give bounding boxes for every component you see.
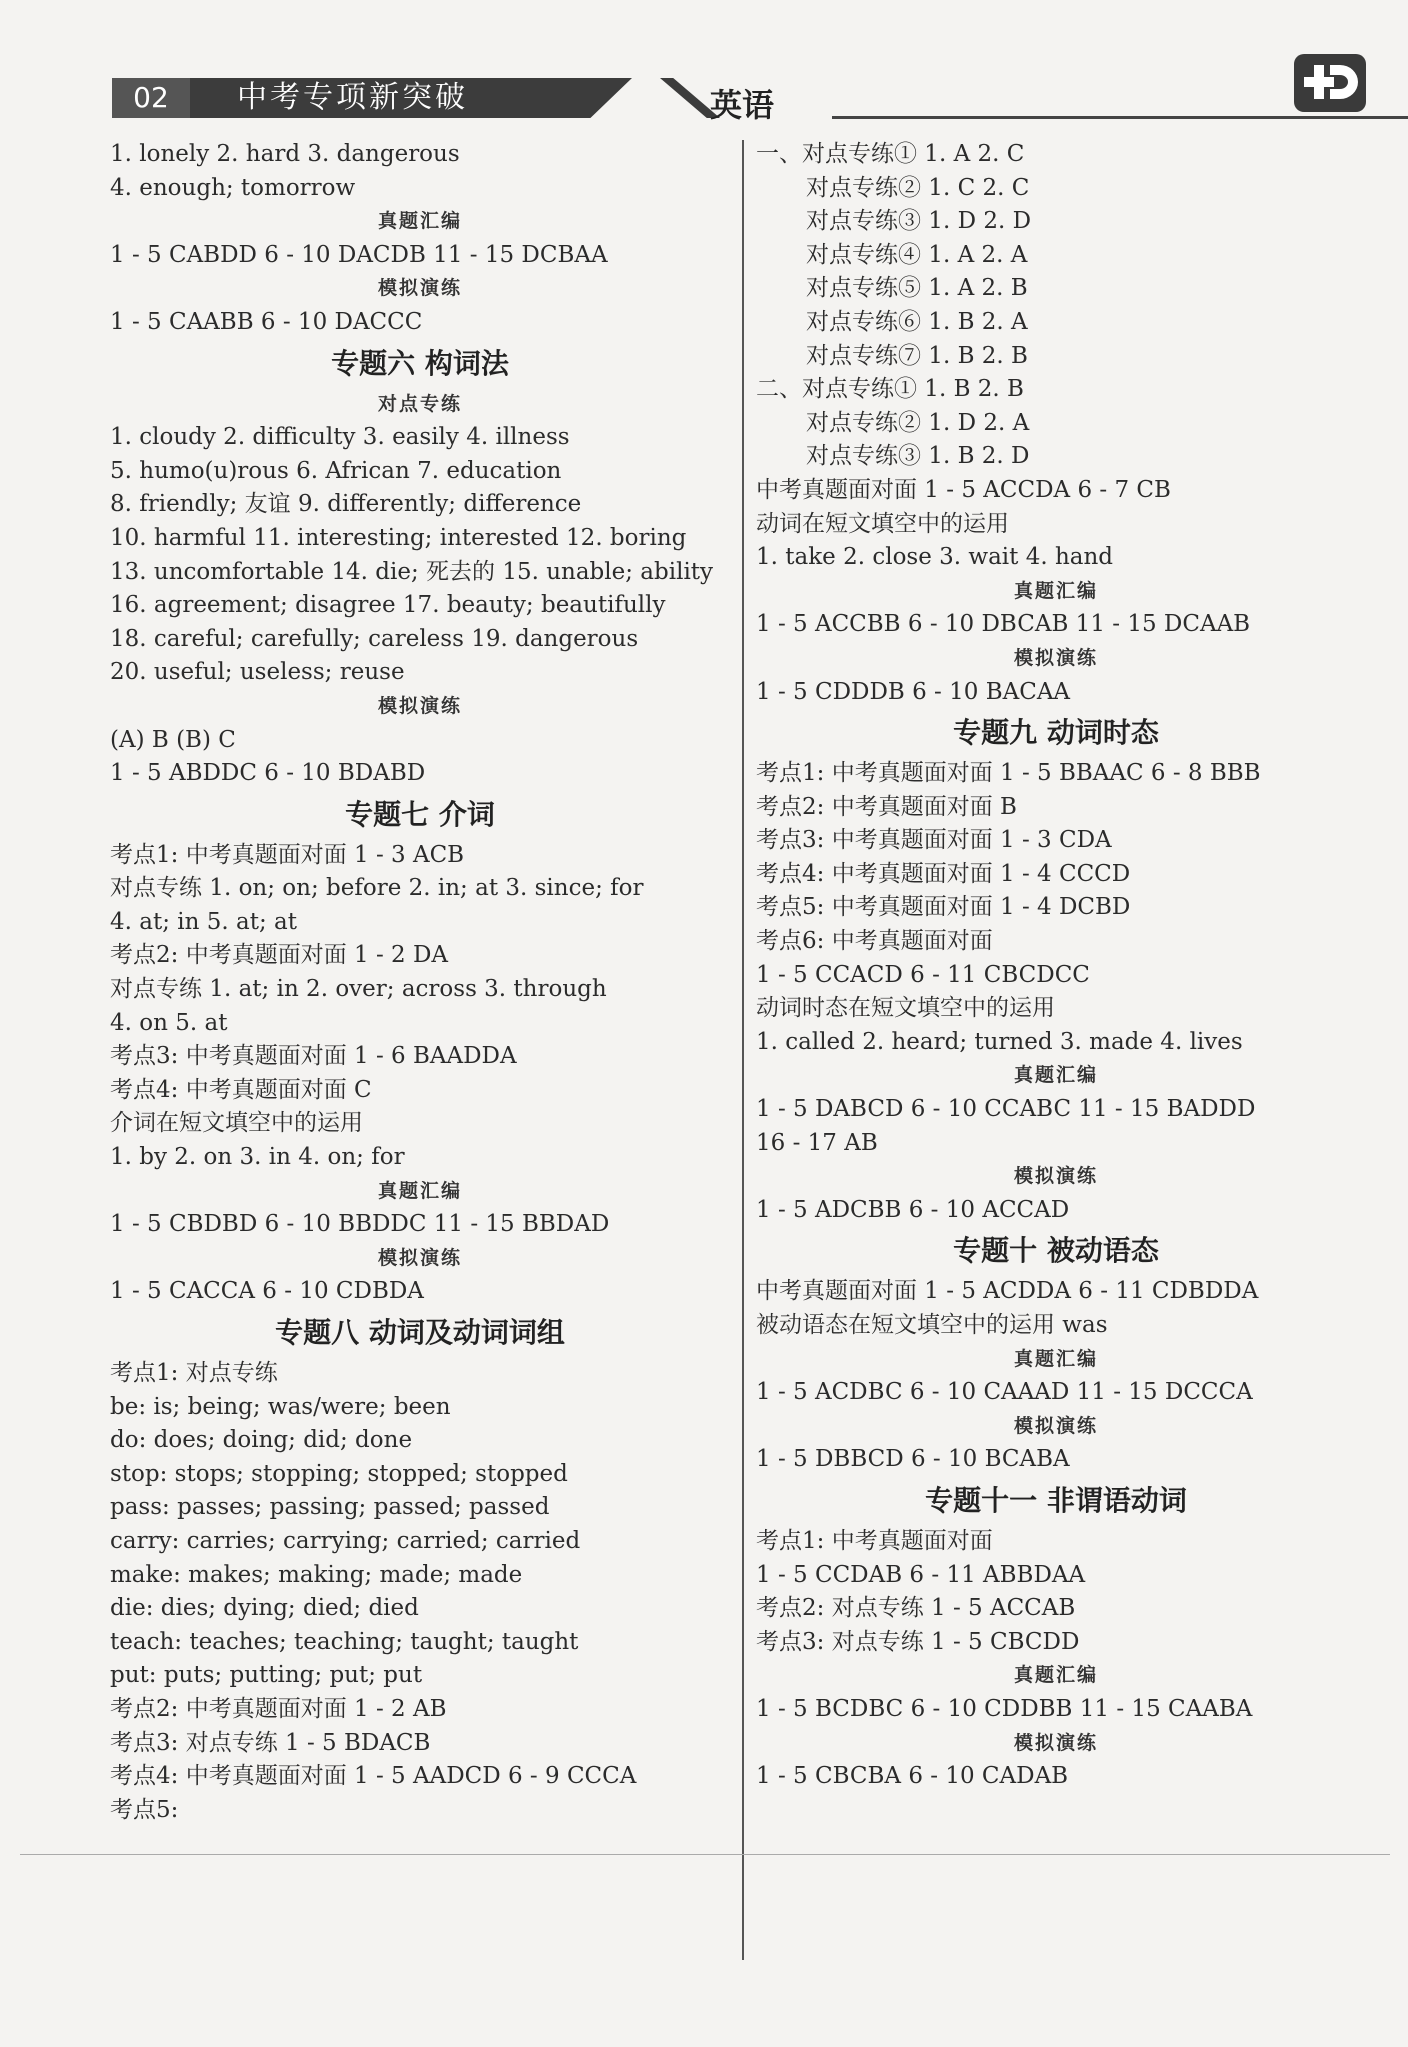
answer-line: 被动语态在短文填空中的运用 was — [756, 1312, 1108, 1338]
answer-line: 一、对点专练① 1. A 2. C — [756, 141, 1025, 167]
answer-line: 考点4: 中考真题面对面 1 - 5 AADCD 6 - 9 CCCA — [110, 1763, 637, 1790]
answer-line: 考点2: 中考真题面对面 1 - 2 AB — [110, 1695, 447, 1722]
answer-line: 4. enough; tomorrow — [110, 174, 356, 201]
answer-line: 1 - 5 DBBCD 6 - 10 BCABA — [756, 1446, 1070, 1473]
answer-line: 考点5: — [110, 1796, 179, 1823]
answer-line: 考点4: 中考真题面对面 C — [110, 1076, 372, 1103]
answer-line: do: does; doing; did; done — [110, 1427, 413, 1454]
topic-title: 专题七 介词 — [345, 797, 495, 831]
answer-line: 考点1: 中考真题面对面 — [756, 1527, 993, 1554]
answer-line: 8. friendly; 友谊 9. differently; difference — [110, 491, 582, 518]
answer-line: put: puts; putting; put; put — [110, 1662, 423, 1689]
answer-line: 对点专练② 1. D 2. A — [806, 409, 1030, 436]
answer-line: 考点6: 中考真题面对面 — [756, 928, 993, 955]
answer-line: 1 - 5 ACDBC 6 - 10 CAAAD 11 - 15 DCCCA — [756, 1379, 1253, 1406]
section-label: 对点专练 — [377, 392, 462, 415]
answer-line: 考点5: 中考真题面对面 1 - 4 DCBD — [756, 894, 1131, 921]
answer-line: carry: carries; carrying; carried; carried — [110, 1527, 581, 1554]
topic-title: 专题六 构词法 — [331, 346, 509, 380]
answer-line: 16 - 17 AB — [756, 1129, 878, 1156]
answer-line: 1 - 5 ACCBB 6 - 10 DBCAB 11 - 15 DCAAB — [756, 611, 1251, 638]
section-label: 模拟演练 — [377, 1246, 462, 1269]
answer-line: 对点专练 1. at; in 2. over; across 3. through — [110, 976, 607, 1003]
answer-line: 对点专练② 1. C 2. C — [806, 174, 1030, 201]
answer-line: 1 - 5 CCDAB 6 - 11 ABBDAA — [756, 1561, 1086, 1588]
answer-line: 1 - 5 CBCBA 6 - 10 CADAB — [756, 1763, 1069, 1790]
answer-line: 16. agreement; disagree 17. beauty; beautifully — [110, 592, 666, 619]
answer-line: 考点3: 中考真题面对面 1 - 3 CDA — [756, 827, 1112, 854]
answer-line: 1 - 5 ADCBB 6 - 10 ACCAD — [756, 1196, 1070, 1223]
answer-line: 13. uncomfortable 14. die; 死去的 15. unable; ability — [110, 558, 714, 585]
answer-line: 1 - 5 BCDBC 6 - 10 CDDBB 11 - 15 CAABA — [756, 1695, 1253, 1722]
subject-label: 英语 — [709, 86, 774, 124]
answer-line: 对点专练④ 1. A 2. A — [806, 241, 1028, 268]
answer-line: 1 - 5 CDDDB 6 - 10 BACAA — [756, 678, 1071, 705]
section-label: 真题汇编 — [377, 210, 462, 233]
section-label: 真题汇编 — [1013, 1347, 1098, 1370]
left-column — [110, 138, 730, 1827]
answer-line: be: is; being; was/were; been — [110, 1393, 451, 1420]
answer-line: 中考真题面对面 1 - 5 ACDDA 6 - 11 CDBDDA — [756, 1278, 1259, 1305]
section-label: 真题汇编 — [1013, 1064, 1098, 1087]
answer-line: 1 - 5 ABDDC 6 - 10 BDABD — [110, 760, 426, 787]
section-label: 模拟演练 — [1013, 646, 1098, 669]
answer-line: 18. careful; carefully; careless 19. dangerous — [110, 625, 639, 652]
answer-line: 考点3: 中考真题面对面 1 - 6 BAADDA — [110, 1043, 517, 1070]
answer-line: 1. cloudy 2. difficulty 3. easily 4. illness — [110, 424, 570, 451]
answer-line: 介词在短文填空中的运用 — [110, 1110, 363, 1137]
answer-line: 1 - 5 CCACD 6 - 11 CBCDCC — [756, 961, 1090, 988]
answer-line: 1. by 2. on 3. in 4. on; for — [110, 1144, 405, 1171]
answer-line: 对点专练⑤ 1. A 2. B — [806, 275, 1028, 302]
answer-line: 1 - 5 CBDBD 6 - 10 BBDDC 11 - 15 BBDAD — [110, 1211, 610, 1238]
answer-line: 考点2: 对点专练 1 - 5 ACCAB — [756, 1595, 1076, 1622]
section-label: 模拟演练 — [1013, 1165, 1098, 1188]
section-label: 模拟演练 — [377, 277, 462, 300]
right-column — [756, 138, 1356, 1794]
book-title: 中考专项新突破 — [237, 80, 468, 115]
answer-line: 20. useful; useless; reuse — [110, 659, 405, 686]
topic-title: 专题八 动词及动词词组 — [275, 1316, 565, 1349]
answer-line: 动词时态在短文填空中的运用 — [756, 995, 1055, 1022]
answer-line: 1. take 2. close 3. wait 4. hand — [756, 544, 1114, 571]
section-label: 真题汇编 — [1013, 1664, 1098, 1687]
section-label: 模拟演练 — [1013, 1414, 1098, 1437]
answer-line: 1 - 5 DABCD 6 - 10 CCABC 11 - 15 BADDD — [756, 1096, 1256, 1123]
topic-title: 专题九 动词时态 — [953, 716, 1159, 750]
answer-line: 对点专练⑦ 1. B 2. B — [806, 342, 1028, 369]
section-label: 模拟演练 — [1013, 1731, 1098, 1754]
answer-line: 1 - 5 CACCA 6 - 10 CDBDA — [110, 1278, 424, 1305]
topic-title: 专题十一 非谓语动词 — [925, 1483, 1187, 1517]
answer-line: 4. on 5. at — [110, 1009, 228, 1036]
scan-fold-line — [20, 1854, 1390, 1855]
section-label: 真题汇编 — [1013, 579, 1098, 602]
answer-line: 考点1: 对点专练 — [110, 1360, 278, 1386]
answer-line: 动词在短文填空中的运用 — [756, 510, 1009, 537]
answer-line: 10. harmful 11. interesting; interested 12. boring — [110, 524, 687, 551]
section-label: 模拟演练 — [377, 694, 462, 717]
page-header — [112, 78, 1370, 124]
answer-line: 中考真题面对面 1 - 5 ACCDA 6 - 7 CB — [756, 476, 1171, 503]
answer-line: 1 - 5 CABDD 6 - 10 DACDB 11 - 15 DCBAA — [110, 241, 608, 268]
answer-line: stop: stops; stopping; stopped; stopped — [110, 1460, 568, 1487]
answer-line: 5. humo(u)rous 6. African 7. education — [110, 457, 562, 484]
answer-line: 4. at; in 5. at; at — [110, 908, 297, 935]
answer-line: pass: passes; passing; passed; passed — [110, 1494, 550, 1521]
page-number: 02 — [112, 78, 190, 118]
answer-line: 二、对点专练① 1. B 2. B — [756, 376, 1024, 403]
answer-line: 考点1: 中考真题面对面 1 - 5 BBAAC 6 - 8 BBB — [756, 760, 1261, 787]
answer-line: (A) B (B) C — [110, 726, 236, 753]
answer-line: 1 - 5 CAABB 6 - 10 DACCC — [110, 308, 423, 335]
answer-line: 考点4: 中考真题面对面 1 - 4 CCCD — [756, 860, 1131, 887]
answer-line: 1. called 2. heard; turned 3. made 4. lives — [756, 1028, 1243, 1055]
topic-title: 专题十 被动语态 — [953, 1234, 1159, 1268]
answer-line: 对点专练 1. on; on; before 2. in; at 3. since; for — [110, 875, 644, 902]
answer-line: 考点2: 中考真题面对面 B — [756, 793, 1017, 820]
answer-line: die: dies; dying; died; died — [110, 1595, 419, 1622]
answer-line: 考点2: 中考真题面对面 1 - 2 DA — [110, 942, 449, 969]
answer-line: teach: teaches; teaching; taught; taught — [110, 1628, 579, 1655]
answer-line: 考点3: 对点专练 1 - 5 CBCDD — [756, 1628, 1080, 1655]
answer-line: 对点专练③ 1. B 2. D — [806, 443, 1030, 470]
answer-line: make: makes; making; made; made — [110, 1561, 523, 1588]
brand-logo-icon — [1290, 48, 1370, 118]
section-label: 真题汇编 — [377, 1179, 462, 1202]
answer-line: 对点专练⑥ 1. B 2. A — [806, 308, 1028, 335]
answer-line: 对点专练③ 1. D 2. D — [806, 208, 1032, 235]
answer-line: 考点3: 对点专练 1 - 5 BDACB — [110, 1729, 431, 1756]
answer-line: 1. lonely 2. hard 3. dangerous — [110, 141, 460, 167]
column-divider — [742, 140, 744, 1960]
answer-line: 考点1: 中考真题面对面 1 - 3 ACB — [110, 841, 465, 868]
